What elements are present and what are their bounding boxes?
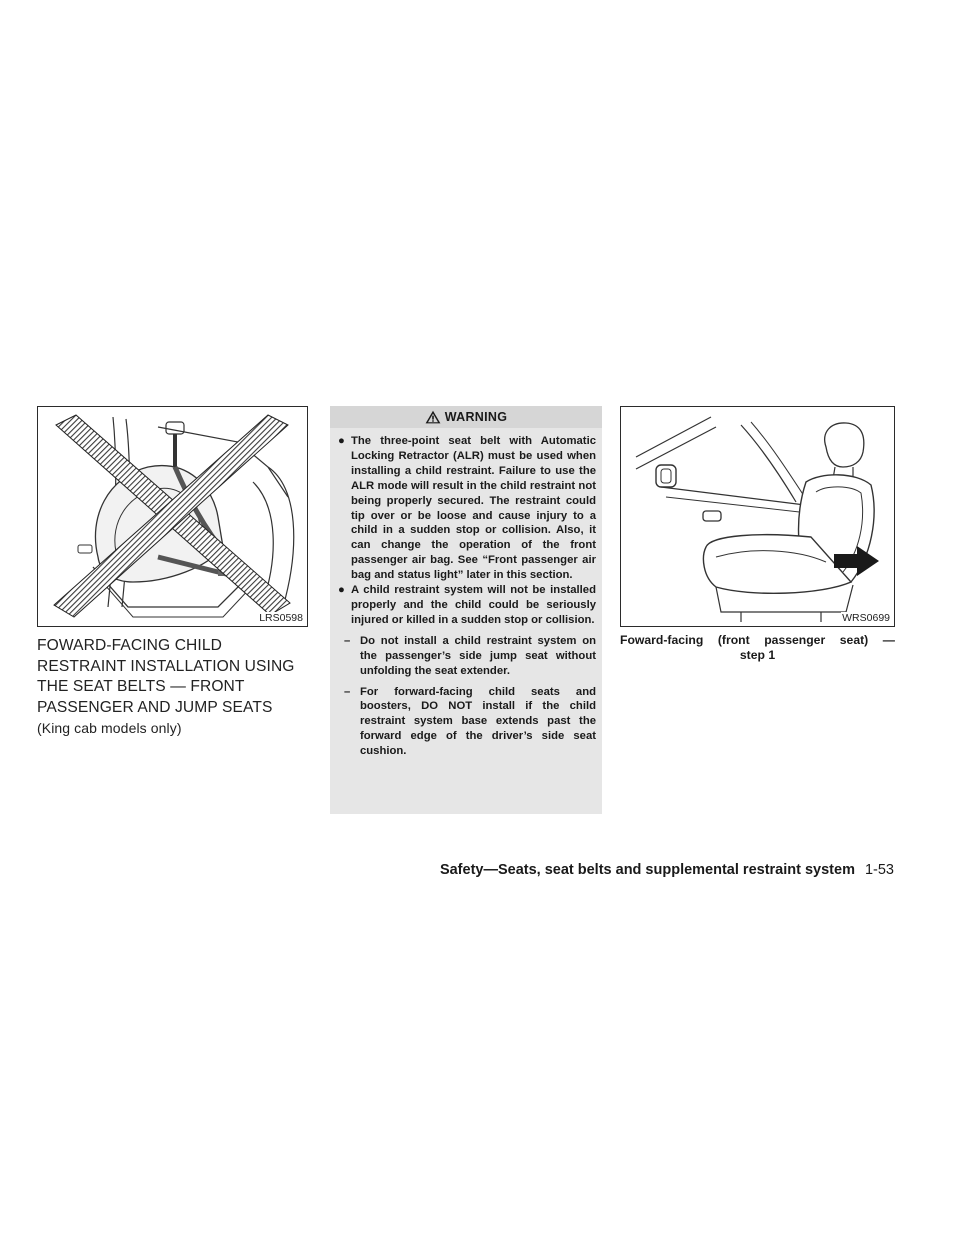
caption-line: step 1 [739,648,776,662]
warning-box [330,406,602,814]
prohibited-installation-figure [37,406,308,627]
bullet-symbol: ● [338,584,345,597]
sub-item-text: For forward-facing child seats and boosters, DO NOT install if the child restraint system base extends past the forward edge of the driver’s side seat cushion. [360,685,596,758]
warning-bullet [338,434,596,583]
warning-title-bar [330,406,602,428]
passenger-seat-figure [620,406,895,627]
prohibited-x-child-seat-illustration [38,407,307,626]
heading-line: THE SEAT BELTS — FRONT [37,678,245,695]
section-heading [37,636,322,739]
footer-section-title: Safety—Seats, seat belts and supplemental restraint system [439,862,855,878]
page-number: 1-53 [864,862,894,878]
sub-item-text: Do not install a child restraint system on the passenger’s side jump seat without unfolding the seat extender. [360,634,596,677]
dash-symbol: – [344,685,351,698]
caption-word: Foward-facing [620,633,704,647]
dash-symbol: – [344,634,351,647]
page-footer [440,862,894,878]
heading-subtitle: (King cab models only) [37,720,182,736]
warning-body [338,434,596,759]
caption-word: — [882,633,895,647]
warning-title: WARNING [444,410,508,424]
warning-sub-item [338,685,596,760]
figure-code: LRS0598 [259,612,303,624]
heading-line: FOWARD-FACING CHILD [37,637,222,654]
warning-bullet [338,583,596,628]
bullet-text: The three-point seat belt with Automatic Locking Retractor (ALR) must be used when installing a child restraint. Failure to use the ALR mode will result in the child restraint not being properly secured. The restraint could tip over or be loose and cause injury to a child in a sudden stop or collision. Also, it can change the operation of the front passenger air bag. See “Front passenger air bag and status light” later in this section. [351,435,596,582]
warning-sub-item [338,634,596,679]
warning-triangle-icon [425,410,441,424]
heading-line: PASSENGER AND JUMP SEATS [37,698,273,716]
heading-line: RESTRAINT INSTALLATION USING [37,657,295,675]
caption-word: (front [717,633,750,647]
figure-caption [620,633,895,663]
caption-line [620,633,895,648]
seat-with-arrow-illustration [621,407,894,626]
bullet-text: A child restraint system will not be installed properly and the child could be seriously injured or killed in a sudden stop or collision. [351,584,596,626]
caption-word: seat) [839,633,869,647]
figure-code: WRS0699 [842,612,890,624]
caption-word: passenger [764,633,826,647]
bullet-symbol: ● [338,435,345,447]
